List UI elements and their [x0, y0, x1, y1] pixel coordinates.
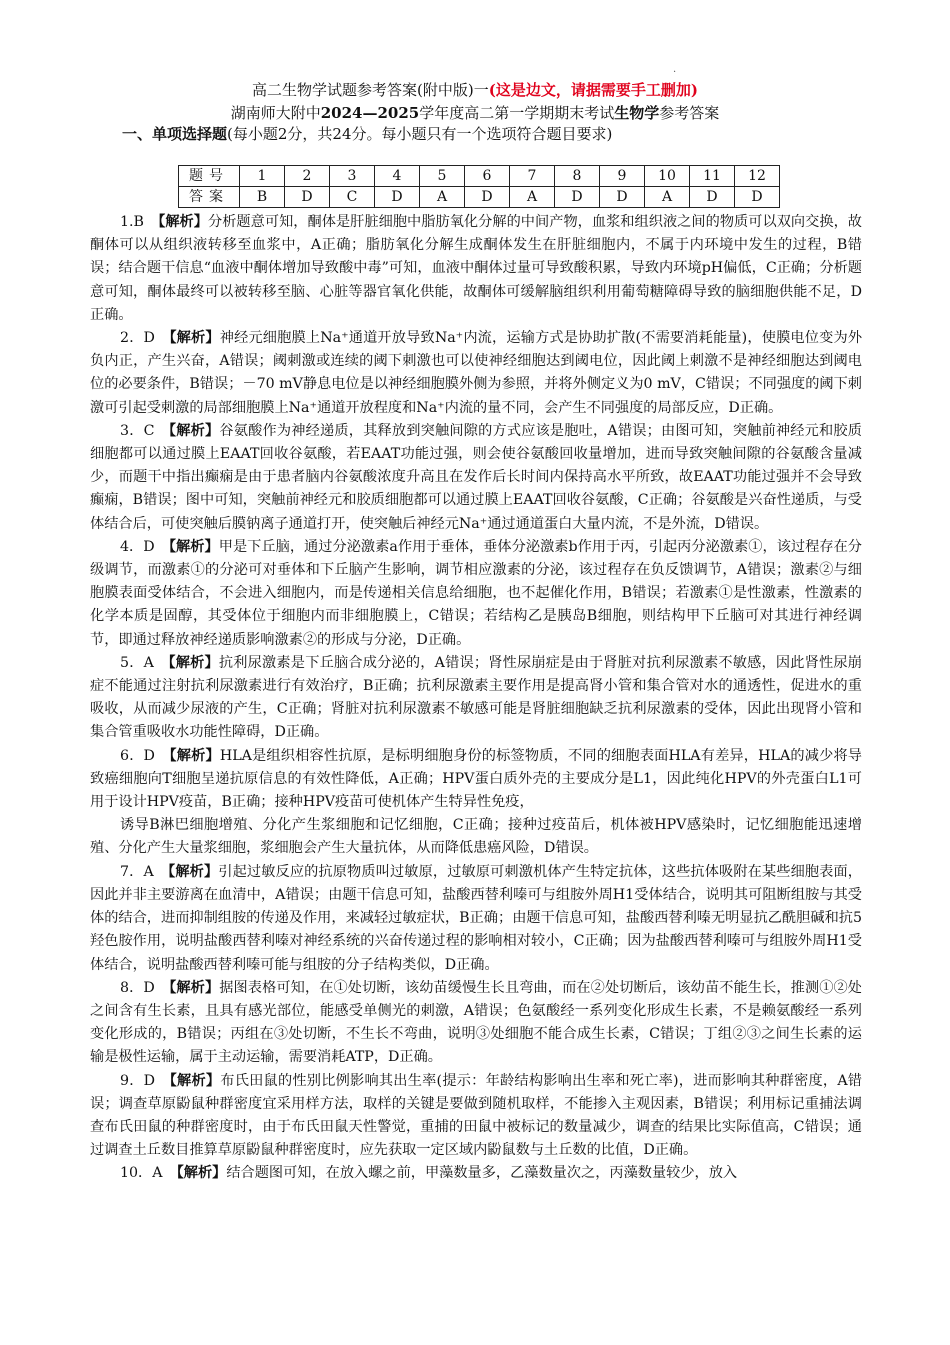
explanation-paragraph [90, 327, 862, 420]
answer-table-row-answers [179, 187, 780, 208]
explanation-paragraph [90, 211, 862, 327]
answer-cell: D [285, 187, 330, 208]
question-number-cell: 11 [690, 166, 735, 187]
question-number-cell: 1 [240, 166, 285, 187]
explanation-paragraph [90, 861, 862, 977]
analysis-tag: 【解析】 [169, 1072, 221, 1089]
explanation-number: 2．D [120, 330, 155, 347]
question-number-cell: 10 [645, 166, 690, 187]
corner-mark: . [673, 64, 677, 75]
subtitle-school: 湖南师大附中 [230, 104, 321, 122]
explanation-paragraph [90, 745, 862, 815]
answer-cell: D [600, 187, 645, 208]
answer-cell: B [240, 187, 285, 208]
question-number-cell: 2 [285, 166, 330, 187]
explanation-paragraph [90, 536, 862, 652]
question-number-cell: 12 [735, 166, 780, 187]
question-number-cell: 4 [375, 166, 420, 187]
answer-table-row-numbers [179, 166, 780, 187]
explanation-text: 谷氨酸作为神经递质，其释放到突触间隙的方式应该是胞吐，A错误；由图可知，突触前神经元和胶质细胞都可以通过膜上EAAT回收谷氨酸，若EAAT功能过强，则会使谷氨酸回收量增加，进而导致突触间隙的谷氨酸含量减少，而题干中指出癫痫是由于患者脑内谷氨酸浓度升高且在发作后长时间内保持高水平所致，故EAAT功能过强并不会导致癫痫，B错误；图中可知，突触前神经元和胶质细胞都可以通过膜上EAAT回收谷氨酸，C正确；谷氨酸是兴奋性递质，与受体结合后，可使突触后膜钠离子通道打开，使突触后神经元Na⁺通过通道蛋白大量内流，不是外流，D错误。 [90, 422, 862, 532]
explanation-number: 5．A [120, 654, 154, 671]
analysis-tag: 【解析】 [169, 422, 220, 439]
explanation-paragraph [90, 1162, 862, 1185]
subtitle-suffix: 参考答案 [659, 104, 720, 122]
explanation-text: 甲是下丘脑，通过分泌激素a作用于垂体，垂体分泌激素b作用于丙，引起丙分泌激素①，该过程存在分级调节，而激素①的分泌可对垂体和下丘脑产生影响，调节相应激素的分泌，该过程存在负反馈调节，A错误；激素②与细胞膜表面受体结合，不会进入细胞内，而是传递相关信息给细胞，也不起催化作用，B错误；若激素①是性激素，性激素的化学本质是固醇，其受体位于细胞内而非细胞膜上，C错误；若结构乙是胰岛B细胞，则结构甲下丘脑可对其进行神经调节，即通过释放神经递质影响激素②的形成与分泌，D正确。 [90, 538, 862, 648]
explanation-number: 9．D [120, 1072, 156, 1089]
row-label-numbers: 题号 [179, 166, 240, 187]
question-number-cell: 8 [555, 166, 600, 187]
analysis-tag: 【解析】 [168, 863, 219, 880]
subtitle-year: 2024—2025 [320, 104, 420, 122]
analysis-tag: 【解析】 [169, 330, 220, 347]
question-number-cell: 5 [420, 166, 465, 187]
subtitle-term: 学年度高二第一学期期末考试 [419, 104, 615, 122]
question-number-cell: 7 [510, 166, 555, 187]
answer-table [178, 165, 780, 208]
explanation-text: 抗利尿激素是下丘脑合成分泌的，A错误；肾性尿崩症是由于肾脏对抗利尿激素不敏感，因此肾性尿崩症不能通过注射抗利尿激素进行有效治疗，B正确；抗利尿激素主要作用是提高肾小管和集合管对水的通透性，促进水的重吸收，从而减少尿液的产生，C正确；肾脏对抗利尿激素不敏感可能是肾脏细胞缺乏抗利尿激素的受体，因此出现肾小管和集合管重吸收水功能性障碍，D正确。 [90, 654, 862, 741]
explanation-paragraph [90, 1070, 862, 1163]
explanation-text: HLA是组织相容性抗原，是标明细胞身份的标签物质，不同的细胞表面HLA有差异，HLA的减少将导致癌细胞向T细胞呈递抗原信息的有效性降低，A正确；HPV蛋白质外壳的主要成分是L1，因此纯化HPV的外壳蛋白L1可用于设计HPV疫苗，B正确；接种HPV疫苗可使机体产生特异性免疫， [90, 747, 862, 811]
analysis-tag: 【解析】 [169, 747, 220, 764]
explanation-text: 引起过敏反应的抗原物质叫过敏原，过敏原可刺激机体产生特定抗体，这些抗体吸附在某些细胞表面，因此并非主要游离在血清中，A错误；由题干信息可知，盐酸西替利嗪可与组胺外周H1受体结合，说明其可阻断组胺与其受体的结合，进而抑制组胺的传递及作用，来减轻过敏症状，B正确；由题干信息可知，盐酸西替利嗪无明显抗乙酰胆碱和抗5羟色胺作用，说明盐酸西替利嗪对神经系统的兴奋传递过程的影响相对较小，C正确；因为盐酸西替利嗪可与组胺外周H1受体结合，说明盐酸西替利嗪可能与组胺的分子结构类似，D正确。 [90, 863, 862, 973]
explanation-text: 诱导B淋巴细胞增殖、分化产生浆细胞和记忆细胞，C正确；接种过疫苗后，机体被HPV感染时，记忆细胞能迅速增殖、分化产生大量浆细胞，浆细胞会产生大量抗体，从而降低患癌风险，D错误。 [90, 817, 862, 857]
analysis-tag: 【解析】 [169, 979, 220, 996]
explanation-text: 布氏田鼠的性别比例影响其出生率(提示：年龄结构影响出生率和死亡率)，进而影响其种群密度，A错误；调查草原鼢鼠种群密度宜采用样方法，取样的关键是要做到随机取样，不能掺入主观因素，B错误；利用标记重捕法调查布氏田鼠的种群密度时，由于布氏田鼠天性警觉，重捕的田鼠中被标记的数量减少，调查的结果比实际值高，C错误；通过调查土丘数目推算草原鼢鼠种群密度时，应先获取一定区域内鼢鼠数与土丘数的比值，D正确。 [90, 1072, 862, 1159]
analysis-tag: 【解析】 [176, 1165, 227, 1182]
explanation-number: 1.B [120, 214, 144, 230]
row-label-answers: 答案 [179, 187, 240, 208]
document-header-title [0, 80, 950, 100]
explanation-text: 分析题意可知，酮体是肝脏细胞中脂肪氧化分解的中间产物，血浆和组织液之间的物质可以双向交换，故酮体可以从组织液转移至血浆中，A正确；脂肪氧化分解生成酮体发生在肝脏细胞内，不属于内环境中发生的过程，B错误；结合题干信息“血液中酮体增加导致酸中毒”可知，血液中酮体过量可导致酸积累，导致内环境pH偏低，C正确；分析题意可知，酮体最终可以被转移至脑、心脏等器官氧化供能，故酮体可缓解脑组织利用葡萄糖障碍导致的脑细胞供能不足，D正确。 [90, 214, 862, 323]
question-number-cell: 3 [330, 166, 375, 187]
explanations-body [90, 211, 862, 1186]
section-title: 一、单项选择题 [122, 125, 228, 143]
answer-cell: D [555, 187, 600, 208]
explanation-text: 结合题图可知，在放入螺之前，甲藻数量多，乙藻数量次之，丙藻数量较少，放入 [226, 1165, 738, 1182]
document-subtitle [0, 103, 950, 123]
explanation-number: 4．D [120, 538, 155, 555]
explanation-paragraph [90, 420, 862, 536]
analysis-tag: 【解析】 [158, 214, 208, 230]
answer-cell: D [375, 187, 420, 208]
explanation-text: 据图表格可知，在①处切断，该幼苗缓慢生长且弯曲，而在②处切断后，该幼苗不能生长，推测①②处之间含有生长素，且具有感光部位，能感受单侧光的刺激，A错误；色氨酸经一系列变化形成生长素，不是赖氨酸经一系列变化形成的，B错误；丙组在③处切断，不生长不弯曲，说明③处细胞不能合成生长素，C错误；丁组②③之间生长素的运输是极性运输，属于主动运输，需要消耗ATP，D正确。 [90, 979, 862, 1066]
subtitle-subject: 生物学 [614, 104, 660, 122]
answer-cell: A [645, 187, 690, 208]
section-note: (每小题2分，共24分。每小题只有一个选项符合题目要求) [227, 125, 613, 143]
explanation-text: 神经元细胞膜上Na⁺通道开放导致Na⁺内流，运输方式是协助扩散(不需要消耗能量)，使膜电位变为外负内正，产生兴奋，A错误；阈刺激或连续的阈下刺激也可以使神经细胞达到阈电位，因此阈上刺激不是神经细胞达到阈电位的必要条件，B错误；－70 mV静息电位是以神经细胞膜外侧为参照，并将外侧定义为0 mV，C错误；不同强度的阈下刺激可引起受刺激的局部细胞膜上Na⁺通道开放程度和Na⁺内流的量不同，会产生不同强度的局部反应，D正确。 [90, 330, 863, 416]
explanation-number: 3．C [120, 422, 155, 439]
header-title-note: (这是边文，请据需要手工删加) [488, 81, 698, 99]
section-heading [122, 124, 612, 144]
answer-cell: D [690, 187, 735, 208]
answer-cell: C [330, 187, 375, 208]
explanation-number: 6．D [120, 747, 155, 764]
analysis-tag: 【解析】 [168, 654, 219, 671]
answer-cell: A [510, 187, 555, 208]
explanation-paragraph-continued [90, 814, 862, 860]
explanation-paragraph [90, 977, 862, 1070]
answer-cell: A [420, 187, 465, 208]
answer-cell: D [735, 187, 780, 208]
explanation-number: 7．A [120, 863, 154, 880]
explanation-number: 10．A [120, 1165, 163, 1182]
answer-cell: D [465, 187, 510, 208]
question-number-cell: 6 [465, 166, 510, 187]
header-title-main: 高二生物学试题参考答案(附中版)一 [252, 81, 489, 99]
explanation-paragraph [90, 652, 862, 745]
analysis-tag: 【解析】 [168, 538, 219, 555]
question-number-cell: 9 [600, 166, 645, 187]
explanation-number: 8．D [120, 979, 155, 996]
